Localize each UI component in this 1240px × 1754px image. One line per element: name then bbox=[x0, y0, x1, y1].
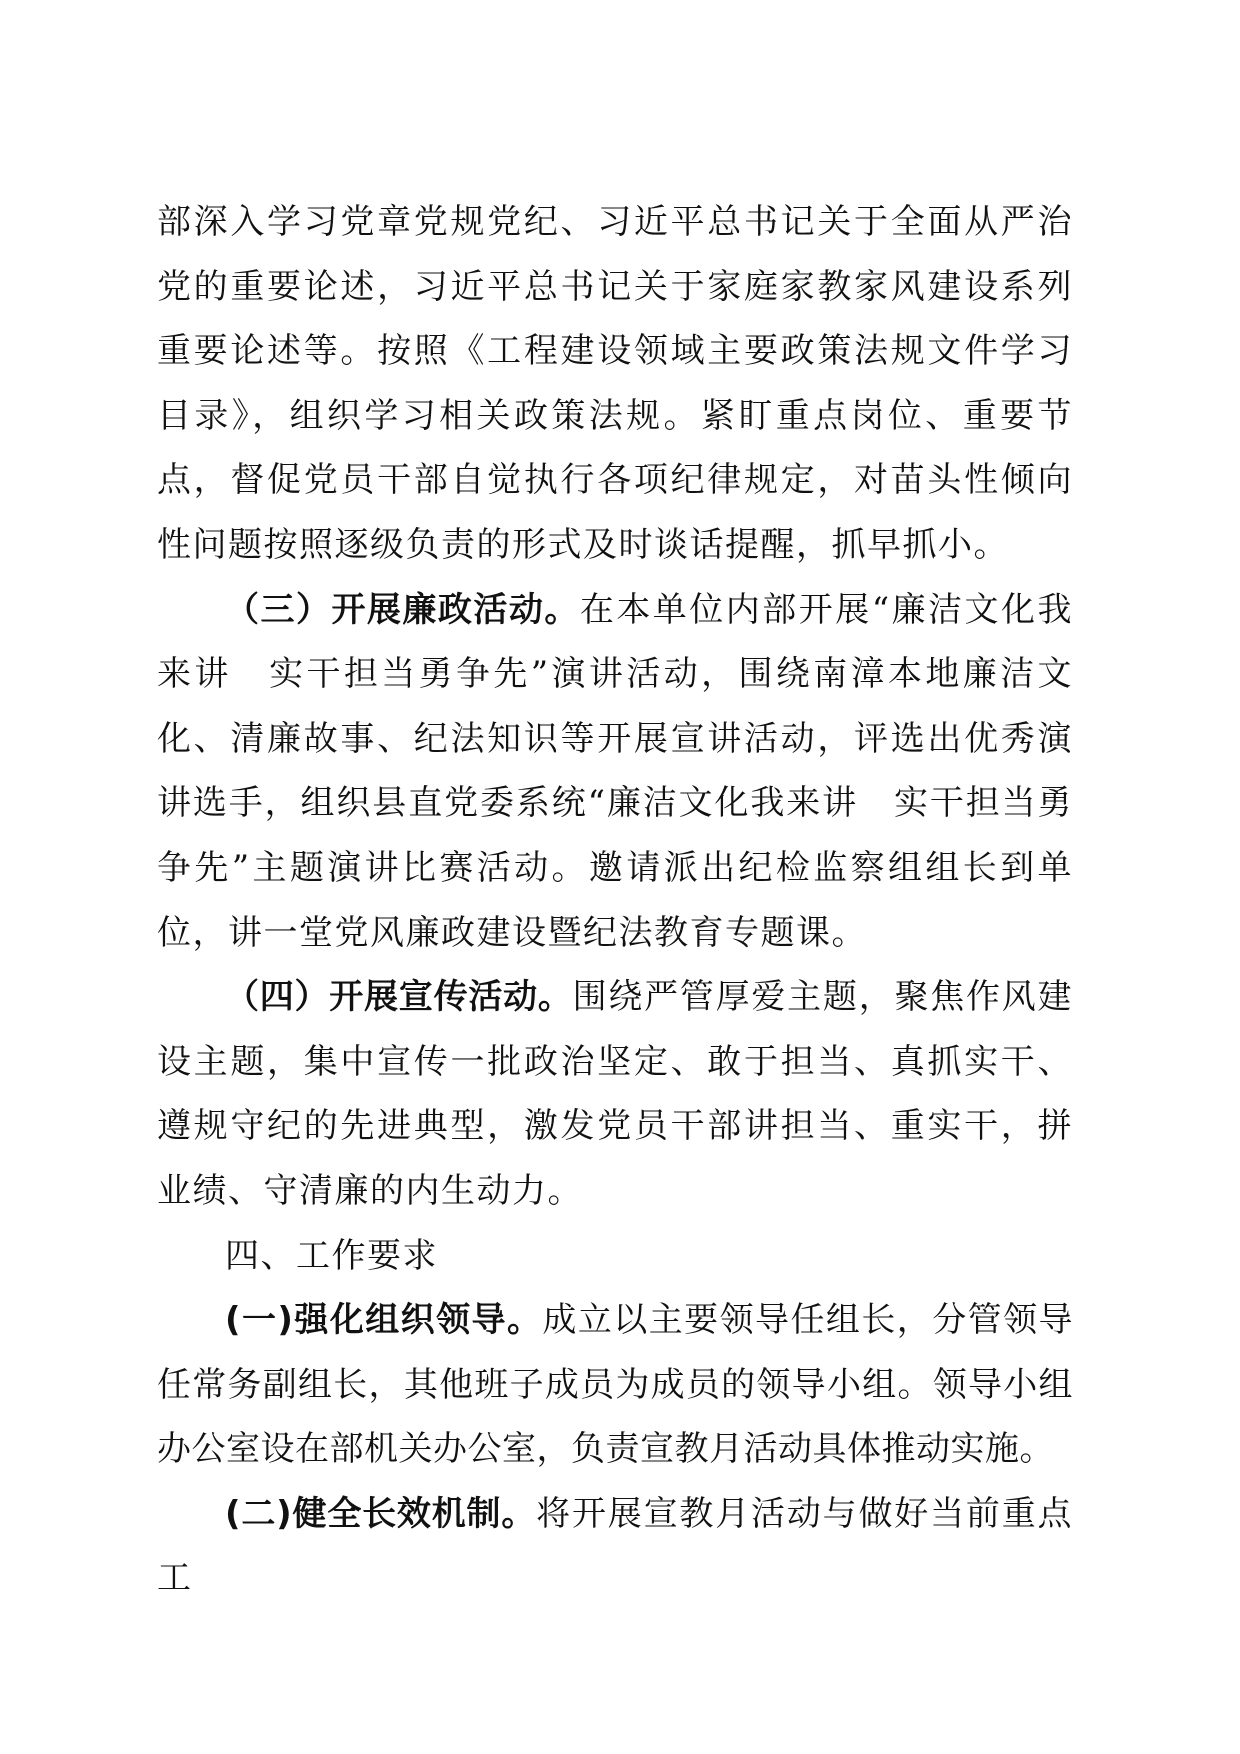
paragraph-publicity-activities bbox=[157, 965, 1073, 1223]
paragraph-text: 在本单位内部开展“廉洁文化我来讲 实干担当勇争先”演讲活动，围绕南漳本地廉洁文化、清廉故事、纪法知识等开展宣讲活动，评选出优秀演讲选手，组织县直党委系统“廉洁文化我来讲 实干担当勇争先”主题演讲比赛活动。邀请派出纪检监察组组长到单位，讲一堂党风廉政建设暨纪法教育专题课。 bbox=[157, 589, 1074, 953]
document-body bbox=[157, 190, 1073, 1611]
paragraph-long-term-mechanism bbox=[157, 1482, 1073, 1611]
paragraph-integrity-activities bbox=[157, 578, 1073, 966]
paragraph-study-continuation bbox=[157, 190, 1073, 578]
paragraph-heading: (二)健全长效机制。 bbox=[225, 1493, 537, 1534]
section-heading-work-requirements bbox=[157, 1224, 1073, 1289]
paragraph-text: 部深入学习党章党规党纪、习近平总书记关于全面从严治党的重要论述，习近平总书记关于家庭家教家风建设系列重要论述等。按照《工程建设领域主要政策法规文件学习目录》，组织学习相关政策法规。紧盯重点岗位、重要节点，督促党员干部自觉执行各项纪律规定，对苗头性倾向性问题按照逐级负责的形式及时谈话提醒，抓早抓小。 bbox=[157, 202, 1073, 565]
paragraph-heading: (一)强化组织领导。 bbox=[225, 1300, 543, 1341]
paragraph-text: 将开展宣教月活动与做好当前重点工 bbox=[157, 1493, 1074, 1599]
paragraph-text: 成立以主要领导任组长，分管领导任常务副组长，其他班子成员为成员的领导小组。领导小组办公室设在部机关办公室，负责宣教月活动具体推动实施。 bbox=[157, 1300, 1074, 1470]
paragraph-heading: （三）开展廉政活动。 bbox=[225, 589, 580, 630]
section-heading-text: 四、工作要求 bbox=[225, 1235, 438, 1276]
paragraph-text: 围绕严管厚爱主题，聚焦作风建设主题，集中宣传一批政治坚定、敢于担当、真抓实干、遵规守纪的先进典型，激发党员干部讲担当、重实干，拼业绩、守清廉的内生动力。 bbox=[157, 977, 1073, 1211]
paragraph-organization-leadership bbox=[157, 1288, 1073, 1482]
paragraph-heading: （四）开展宣传活动。 bbox=[225, 977, 573, 1018]
